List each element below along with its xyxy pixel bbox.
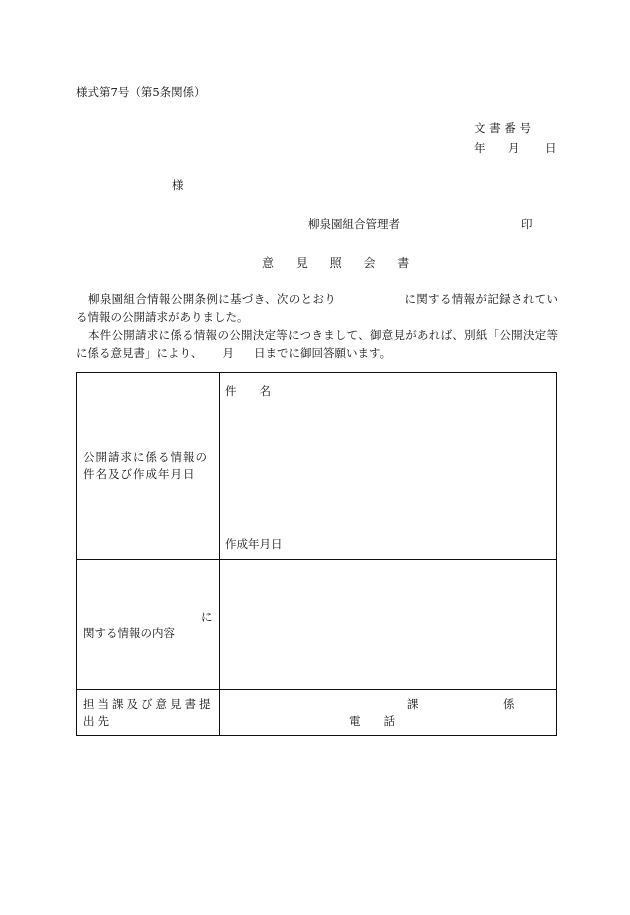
paragraph2-month: 月 <box>222 346 234 360</box>
row3-label: 担当課及び意見書提出先 <box>83 697 214 728</box>
paragraph2-text-a: 本件公開請求に係る情報の公開決定等につきまして、御意見があれば、別紙「公開決定等に係る意見書」により、 <box>76 328 558 360</box>
table-row-divider-1 <box>77 559 556 560</box>
row2-label: 関する情報の内容 <box>83 626 175 640</box>
paragraph1-text-b: に関する情報が記録されている情報の公開請求がありました。 <box>76 292 559 324</box>
date-year: 年 <box>474 141 486 155</box>
date-month: 月 <box>508 141 520 155</box>
table-row-divider-2 <box>77 689 556 690</box>
date-day: 日 <box>545 141 557 155</box>
addressee-suffix: 様 <box>172 178 184 192</box>
document-title: 意 見 照 会 書 <box>262 256 419 270</box>
paragraph1-text-a: 柳泉園組合情報公開条例に基づき、次のとおり <box>88 292 337 306</box>
row3-phone-label: 電 話 <box>349 714 395 728</box>
body-paragraph-2 <box>76 326 558 362</box>
form-number: 様式第7号（第5条関係） <box>76 85 206 99</box>
row1-subject-label: 件 名 <box>225 384 271 398</box>
row3-section-label: 課 <box>407 697 419 711</box>
request-info-table <box>76 372 557 736</box>
row1-created-date-label: 作成年月日 <box>225 537 283 551</box>
paragraph2-text-b: 日までに御回答願います。 <box>254 346 392 360</box>
table-column-divider <box>219 373 220 735</box>
row1-label: 公開請求に係る情報の件名及び作成年月日 <box>83 450 208 481</box>
document-number-label: 文 書 番 号 <box>474 121 531 135</box>
row3-subsection-label: 係 <box>503 697 515 711</box>
row2-label-ni: に <box>201 610 213 624</box>
body-paragraph-1 <box>76 290 558 326</box>
sender-name: 柳泉園組合管理者 <box>308 217 400 231</box>
seal-mark: 印 <box>521 217 533 231</box>
